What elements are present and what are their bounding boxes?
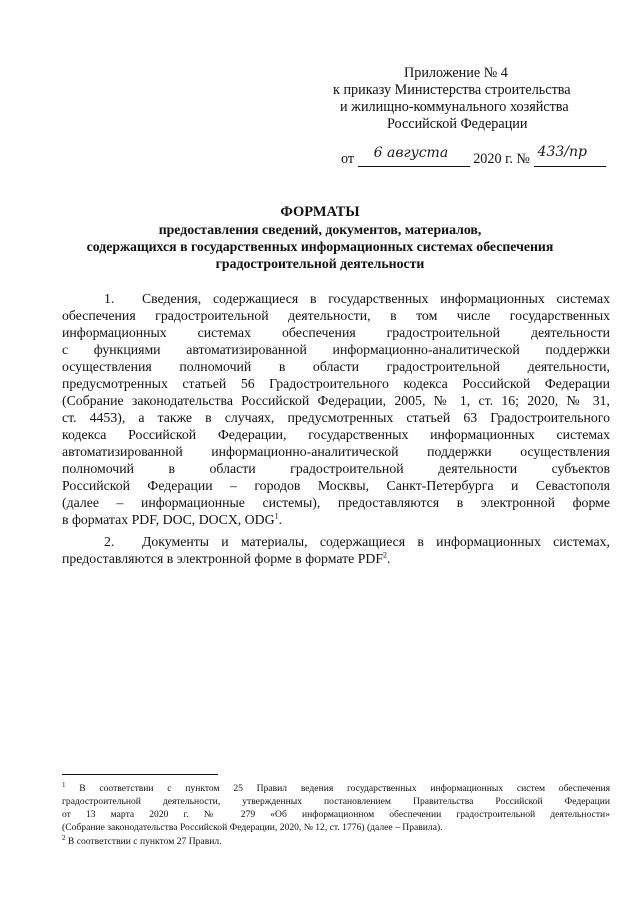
footnote-ref-1: 1 bbox=[274, 511, 279, 521]
paragraph-1-line: предусмотренных статьей 56 Градостроительного кодекса Российской Федерации bbox=[62, 376, 610, 391]
order-number-field bbox=[534, 144, 606, 167]
date-year: 2020 г. № bbox=[473, 151, 530, 167]
footnote-1-line: (Собрание законодательства Российской Федерации, 2020, № 12, ст. 1776) (далее – Правила). bbox=[62, 822, 443, 833]
paragraph-1-line: автоматизированной информационно-аналитической поддержки осуществления bbox=[62, 444, 610, 459]
paragraph-2-last-line: предоставляются в электронной форме в формате PDF$^2$. bbox=[62, 550, 391, 566]
subtitle-line-2: содержащихся в государственных информационных системах обеспечения bbox=[86, 239, 554, 254]
document-title: ФОРМАТЫ bbox=[280, 204, 360, 220]
footnote-1-line: от 13 марта 2020 г. № 279 «Об информационном обеспечении градостроительной деятельности» bbox=[62, 809, 610, 820]
formats-list: в форматах PDF, DOC, DOCX, ODG bbox=[62, 512, 275, 527]
order-date-line bbox=[341, 144, 606, 167]
footnote-1-marker: 1 bbox=[62, 780, 66, 789]
footnote-1-line: градостроительной деятельности, утвержденных постановлением Правительства Российской Федерации bbox=[62, 796, 610, 807]
paragraph-2-line: 2. Документы и материалы, содержащиеся в информационных системах, bbox=[104, 534, 610, 549]
date-handwritten-field bbox=[358, 145, 470, 167]
paragraph-1-line: с функциями автоматизированной информационно-аналитической поддержки bbox=[62, 342, 610, 357]
footnote-ref-2: 2 bbox=[383, 550, 388, 560]
paragraph-1-line: (Собрание законодательства Российской Федерации, 2005, № 1, ст. 16; 2020, № 31, bbox=[62, 393, 610, 408]
order-number-handwritten: 433/пр bbox=[537, 144, 587, 160]
subtitle-line-1: предоставления сведений, документов, материалов, bbox=[158, 222, 482, 237]
paragraph-1-line: кодекса Российской Федерации, государственных информационных системах bbox=[62, 427, 610, 442]
paragraph-1-line: (далее – информационные системы), предоставляются в электронной форме bbox=[62, 495, 610, 510]
footnote-separator bbox=[62, 774, 218, 775]
paragraph-1-line: 1. Сведения, содержащиеся в государственных информационных системах bbox=[104, 291, 610, 306]
footnote-1-line: $^1$ В соответствии с пунктом 25 Правил ведения государственных информационных систем обеспечения bbox=[62, 780, 610, 794]
footnote-2-marker: 2 bbox=[62, 833, 66, 842]
footnote-2-line: $^2$ В соответствии с пунктом 27 Правил. bbox=[62, 833, 222, 847]
paragraph-1-line: ст. 4453), а также в случаях, предусмотренных статьей 63 Градостроительного bbox=[62, 410, 610, 425]
federation-line: Российской Федерации bbox=[387, 116, 528, 132]
paragraph-1-line: осуществления полномочий в области градостроительной деятельности, bbox=[62, 359, 610, 374]
paragraph-1-line: информационных системах обеспечения градостроительной деятельности bbox=[62, 325, 610, 340]
date-prefix: от bbox=[341, 151, 355, 167]
pdf-format-text: предоставляются в электронной форме в формате PDF bbox=[62, 551, 384, 566]
order-reference-line: к приказу Министерства строительства bbox=[333, 82, 571, 98]
subtitle-line-3: градостроительной деятельности bbox=[215, 256, 425, 271]
ministry-line: и жилищно-коммунального хозяйства bbox=[340, 99, 569, 115]
paragraph-1-line: полномочий в области градостроительной деятельности субъектов bbox=[62, 461, 610, 476]
paragraph-1-line: Российской Федерации – городов Москвы, Санкт-Петербурга и Севастополя bbox=[62, 478, 610, 493]
paragraph-1-line: обеспечения градостроительной деятельности, в том числе государственных bbox=[62, 308, 610, 323]
paragraph-1-last-line: в форматах PDF, DOC, DOCX, ODG$^1$. bbox=[62, 511, 283, 527]
date-handwritten: 6 августа bbox=[373, 145, 449, 161]
appendix-number: Приложение № 4 bbox=[404, 65, 508, 81]
